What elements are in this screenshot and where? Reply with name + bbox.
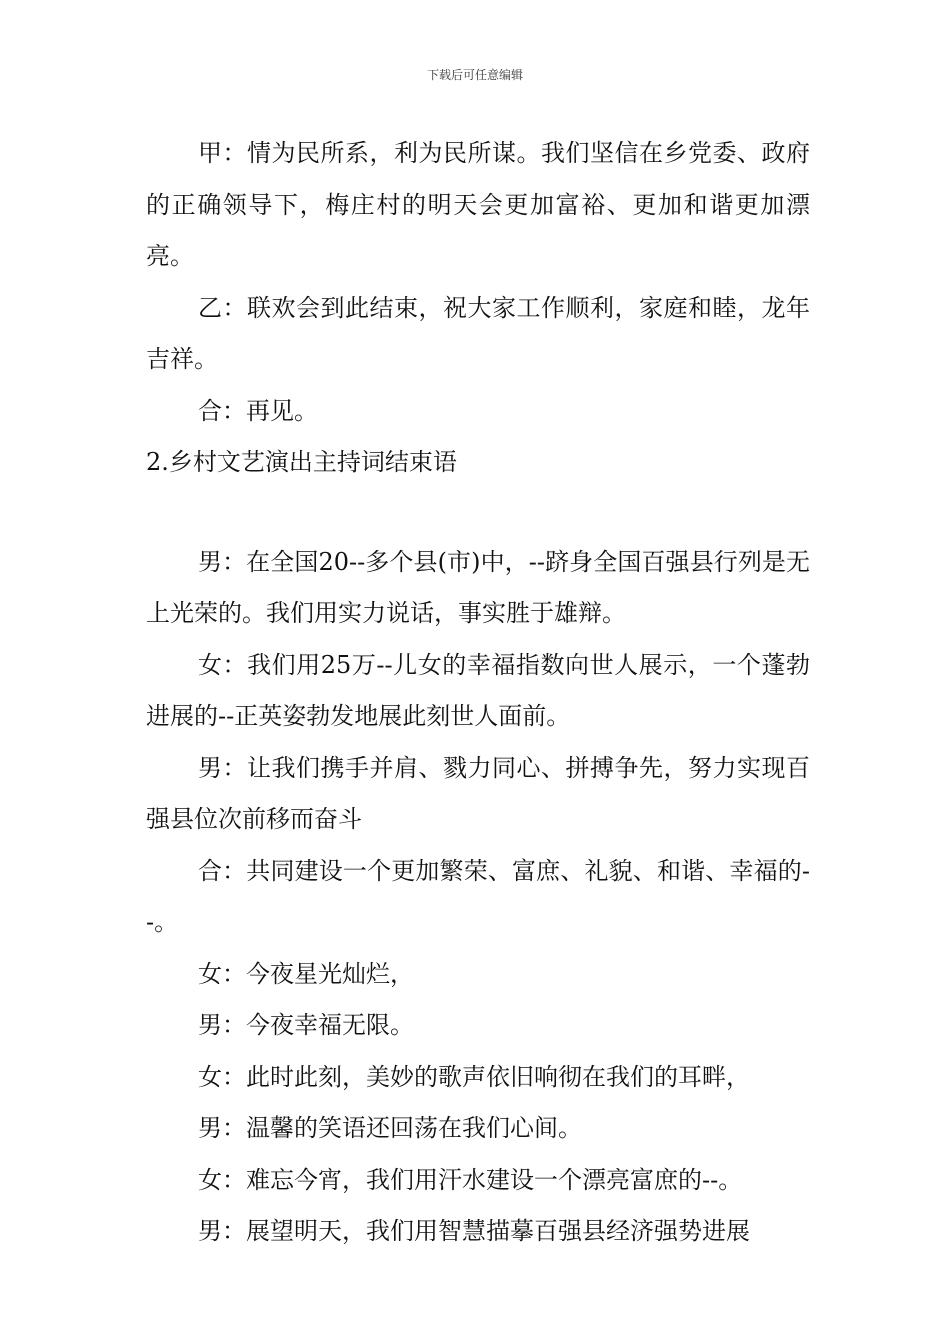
paragraph: 男：展望明天，我们用智慧描摹百强县经济强势进展 — [198, 1217, 750, 1245]
paragraph: 男：在全国20--多个县(市)中，--跻身全国百强县行列是无上光荣的。我们用实力说话，事实胜于雄辩。 — [146, 547, 810, 627]
paragraph: 乙：联欢会到此结束，祝大家工作顺利，家庭和睦，龙年吉祥。 — [146, 293, 810, 373]
blank-line — [146, 489, 810, 537]
paragraph: 男：温馨的笑语还回荡在我们心间。 — [198, 1114, 582, 1142]
paragraph: 男：今夜幸福无限。 — [198, 1011, 414, 1039]
document-body — [146, 128, 810, 1258]
paragraph: 合：再见。 — [198, 396, 318, 425]
paragraph: 男：让我们携手并肩、戮力同心、拼搏争先，努力实现百强县位次前移而奋斗 — [146, 753, 810, 833]
paragraph: 女：今夜星光灿烂， — [198, 959, 414, 988]
paragraph: 女：我们用25万--儿女的幸福指数向世人展示，一个蓬勃进展的--正英姿勃发地展此刻世人面前。 — [146, 650, 810, 730]
paragraph: 女：难忘今宵，我们用汗水建设一个漂亮富庶的--。 — [198, 1165, 743, 1194]
paragraph: 女：此时此刻，美妙的歌声依旧响彻在我们的耳畔， — [198, 1062, 750, 1091]
section-heading: 2.乡村文艺演出主持词结束语 — [146, 448, 457, 476]
paragraph: 合：共同建设一个更加繁荣、富庶、礼貌、和谐、幸福的--。 — [146, 856, 810, 936]
paragraph: 甲：情为民所系，利为民所谋。我们坚信在乡党委、政府的正确领导下，梅庄村的明天会更加富裕、更加和谐更加漂亮。 — [146, 139, 810, 270]
page-header: 下载后可任意编辑 — [426, 68, 523, 82]
